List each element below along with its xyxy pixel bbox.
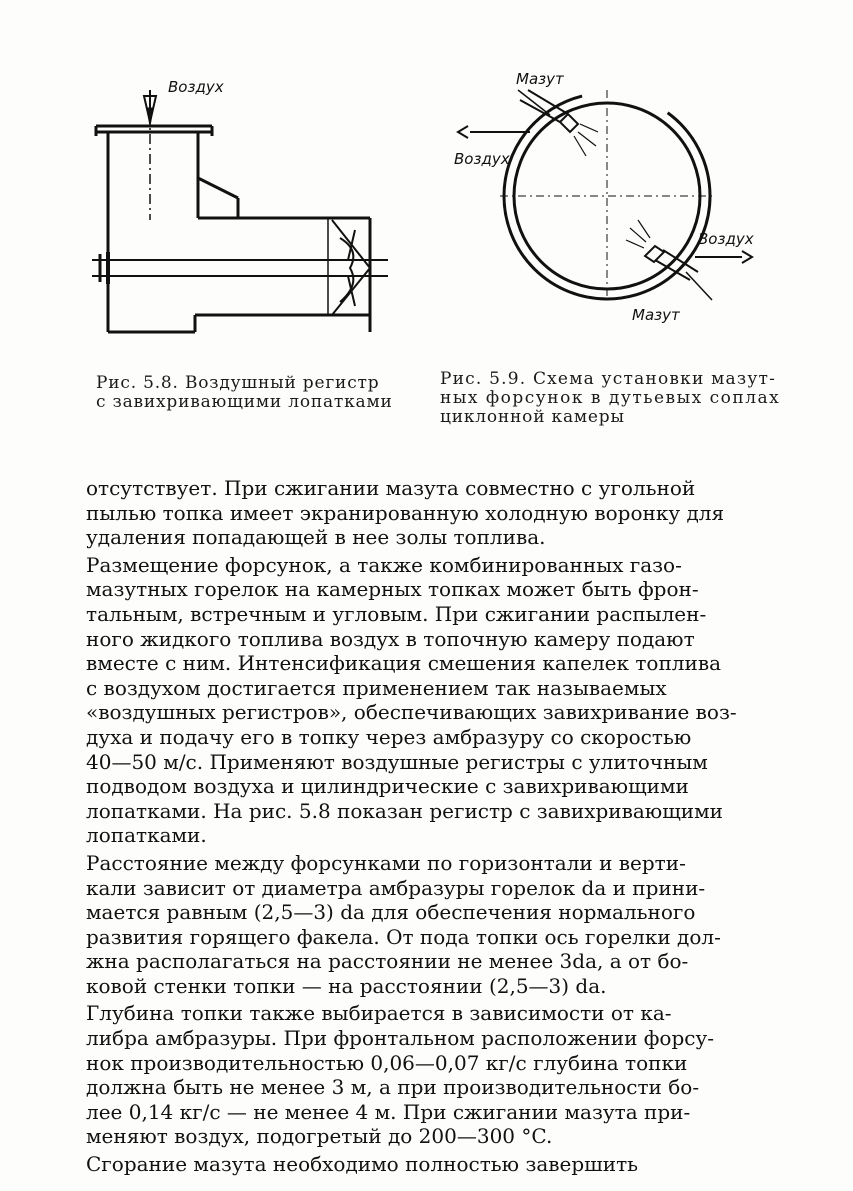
text-line: мазутных горелок на камерных топках может быть фрон-: [86, 577, 699, 602]
text-line: подводом воздуха и цилиндрические с завихривающими: [86, 774, 689, 799]
text-line: ковой стенки топки — на расстоянии (2,5—3) dа.: [86, 973, 607, 998]
figure-caption-5-9: [440, 369, 781, 427]
text-line: нок производительностью 0,06—0,07 кг/с глубина топки: [86, 1050, 688, 1075]
paragraph: [86, 1152, 774, 1177]
text-line: удаления попадающей в нее золы топлива.: [86, 525, 546, 550]
text-line: ного жидкого топлива воздух в топочную камеру подают: [86, 626, 695, 651]
label-mazut-top: Мазут: [516, 70, 564, 88]
text-line: духа и подачу его в топку через амбразуру со скоростью: [86, 724, 692, 749]
text-line: должна быть не менее 3 м, а при производительности бо-: [86, 1075, 700, 1100]
text-line: Расстояние между форсунками по горизонтали и верти-: [86, 850, 686, 875]
text-line: «воздушных регистров», обеспечивающих завихривание воз-: [86, 700, 737, 725]
figure-caption-5-8: [96, 374, 396, 412]
text-line: меняют воздух, подогретый до 200—300 °C.: [86, 1124, 553, 1149]
figure-cyclone-nozzles: [450, 60, 780, 330]
text-line: кали зависит от диаметра амбразуры горелок dа и прини-: [86, 875, 706, 900]
label-vozduh-left: Воздух: [454, 150, 510, 168]
text-line: пылью топка имеет экранированную холодную воронку для: [86, 500, 725, 525]
caption-line: циклонной камеры: [440, 407, 625, 427]
text-line: Размещение форсунок, а также комбинированных газо-: [86, 552, 682, 577]
label-mazut-bottom: Мазут: [632, 306, 680, 324]
paragraph: [86, 553, 774, 848]
text-line: мается равным (2,5—3) dа для обеспечения нормального: [86, 900, 696, 925]
text-line: лопатками.: [86, 823, 207, 848]
text-line: лее 0,14 кг/с — не менее 4 м. При сжигании мазута при-: [86, 1099, 691, 1124]
body-text: [86, 476, 774, 1177]
label-vozduh-right: Воздух: [698, 230, 754, 248]
text-line: 40—50 м/с. Применяют воздушные регистры с улиточным: [86, 749, 708, 774]
text-line: с воздухом достигается применением так называемых: [86, 675, 667, 700]
text-line: Глубина топки также выбирается в зависимости от ка-: [86, 1001, 672, 1026]
text-line: тальным, встречным и угловым. При сжигании распылен-: [86, 601, 707, 626]
paragraph: [86, 851, 774, 999]
label-vozduh: Воздух: [168, 78, 224, 96]
figure-air-register: [70, 70, 390, 350]
caption-line: Рис. 5.8. Воздушный регистр: [96, 373, 380, 393]
caption-line: ных форсунок в дутьевых соплах: [440, 388, 781, 408]
text-line: Сгорание мазута необходимо полностью завершить: [86, 1152, 639, 1177]
caption-line: Рис. 5.9. Схема установки мазут-: [440, 369, 777, 389]
caption-line: с завихривающими лопатками: [96, 392, 393, 412]
paragraph: [86, 1001, 774, 1149]
text-line: отсутствует. При сжигании мазута совместно с угольной: [86, 476, 696, 500]
text-line: развития горящего факела. От пода топки ось горелки дол-: [86, 924, 721, 949]
paragraph: [86, 476, 774, 550]
text-line: вместе с ним. Интенсификация смешения капелек топлива: [86, 651, 722, 676]
text-line: либра амбразуры. При фронтальном расположении форсу-: [86, 1026, 714, 1051]
text-line: жна располагаться на расстоянии не менее 3dа, а от бо-: [86, 949, 689, 974]
text-line: лопатками. На рис. 5.8 показан регистр с завихривающими: [86, 798, 724, 823]
